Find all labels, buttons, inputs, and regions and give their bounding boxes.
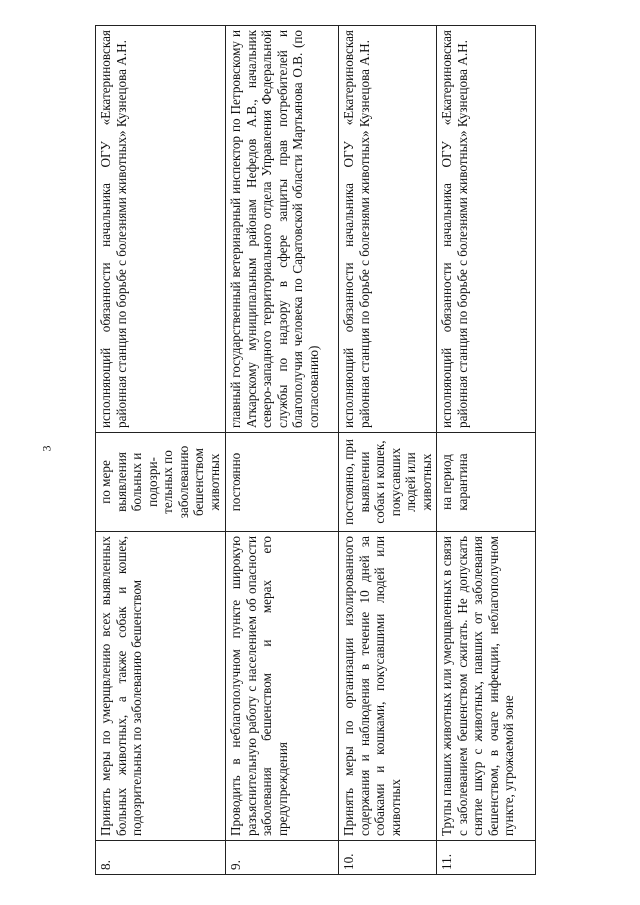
measure-text: Трупы павших животных или умерщвленных в связи с заболеванием бешенством сжигать. Не допускать снятие шкур с животных, павших от заболевания бешенством, в очаге инфекции, неблагополучном пункте, угрожаемой зоне [437, 532, 536, 841]
row-number: 8. [96, 841, 226, 875]
responsible-text: исполняющий обязанности начальника ОГУ «Екатериновская районная станция по борьбе с болезнями животных» Кузнецова А.Н. [339, 26, 437, 433]
term-text: постоянно [226, 433, 339, 532]
page-number: 3 [39, 445, 54, 452]
table-row [96, 26, 226, 875]
measure-text: Принять меры по организации изолированного содержания и наблюдения в течение 10 дней за собаками и кошками, покусавшими людей или животных [339, 532, 437, 841]
row-number: 9. [226, 841, 339, 875]
responsible-text: главный государственный ветеринарный инспектор по Петровскому и Аткарскому муниципальным районам Нефедов А.В., начальник северо-западного территориального отдела Управления Федеральной службы по надзору в сфере защиты прав потребителей и благополучия человека по Саратовской области Мартьянова О.В. (по согласованию) [226, 26, 339, 433]
term-text: на период карантина [437, 433, 536, 532]
term-text: постоянно, при выявлении собак и кошек, покусавших людей или животных [339, 433, 437, 532]
measures-table [95, 25, 536, 875]
table-row [339, 26, 437, 875]
row-number: 10. [339, 841, 437, 875]
term-text: по мере выявления больных и подозри-тельных по заболеванию бешенством животных [96, 433, 226, 532]
responsible-text: исполняющий обязанности начальника ОГУ «Екатериновская районная станция по борьбе с болезнями животных» Кузнецова А.Н. [96, 26, 226, 433]
measure-text: Проводить в неблагополучном пункте широкую разъяснительную работу с населением об опасности заболевания бешенством и мерах его предупреждения [226, 532, 339, 841]
responsible-text: исполняющий обязанности начальника ОГУ «Екатериновская районная станция по борьбе с болезнями животных» Кузнецова А.Н. [437, 26, 536, 433]
rotated-page-content [95, 25, 530, 875]
table-row [226, 26, 339, 875]
row-number: 11. [437, 841, 536, 875]
measure-text: Принять меры по умерщвлению всех выявленных больных животных, а также собак и кошек, подозрительных по заболеванию бешенством [96, 532, 226, 841]
table-row [437, 26, 536, 875]
